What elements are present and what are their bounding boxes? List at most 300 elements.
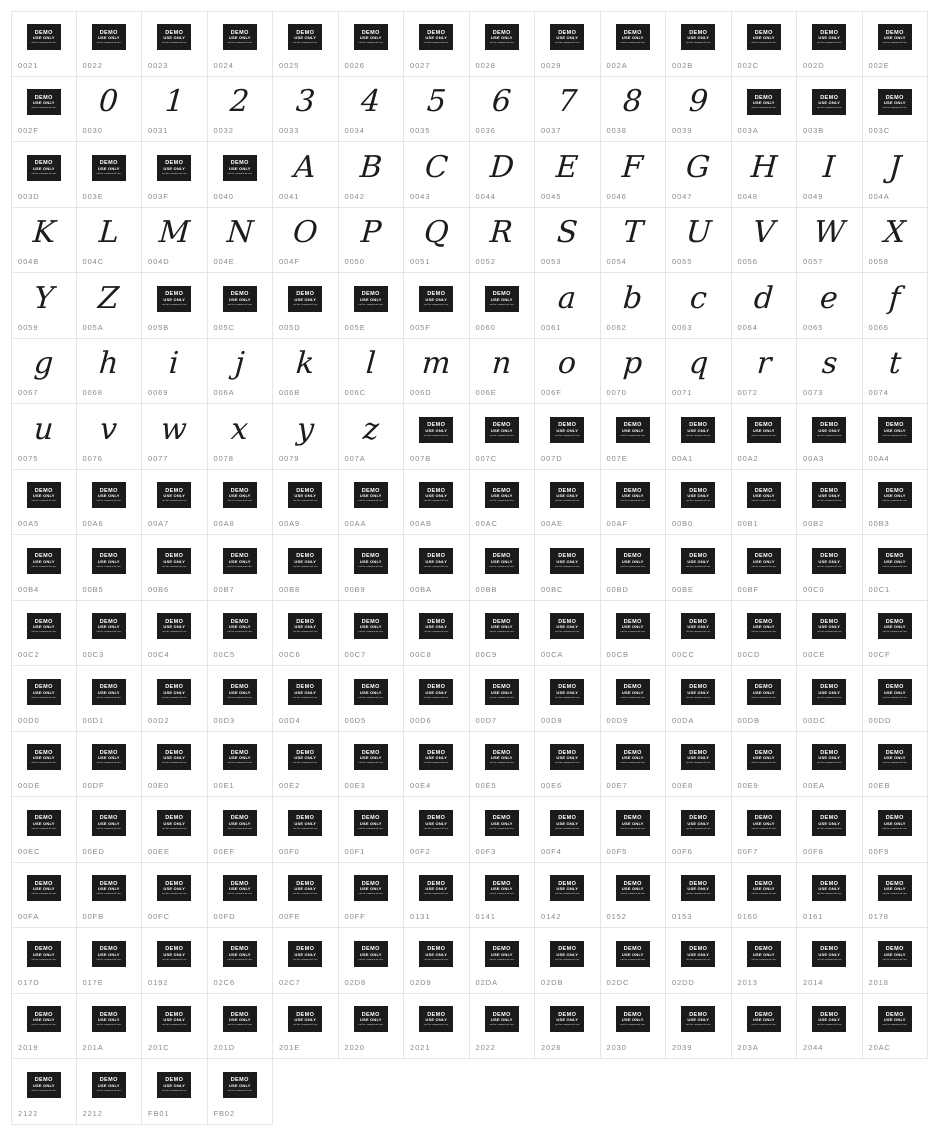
demo-badge-line2: USE ONLY — [490, 35, 513, 41]
glyph-cell[interactable] — [273, 994, 339, 1060]
glyph-cell[interactable] — [863, 928, 929, 994]
demo-badge-line2: USE ONLY — [752, 624, 775, 630]
demo-badge-line2: USE ONLY — [294, 755, 317, 761]
glyph-cell[interactable] — [470, 77, 536, 143]
demo-badge-line3: not for commercial use — [31, 172, 56, 175]
glyph-cell[interactable] — [863, 797, 929, 863]
glyph-cell[interactable] — [142, 404, 208, 470]
glyph-cell[interactable] — [732, 273, 798, 339]
glyph-cell[interactable] — [863, 863, 929, 929]
glyph-preview — [142, 666, 207, 716]
glyph-cell[interactable] — [666, 732, 732, 798]
glyph-cell[interactable] — [535, 470, 601, 536]
glyph-cell[interactable] — [339, 797, 405, 863]
glyph-cell[interactable] — [470, 994, 536, 1060]
glyph-cell[interactable] — [535, 863, 601, 929]
glyph-cell[interactable] — [732, 928, 798, 994]
glyph-cell[interactable] — [208, 797, 274, 863]
glyph-cell[interactable] — [470, 142, 536, 208]
glyph-cell[interactable] — [273, 535, 339, 601]
glyph-cell[interactable] — [797, 797, 863, 863]
glyph-cell[interactable] — [404, 208, 470, 274]
glyph-cell[interactable] — [535, 11, 601, 77]
glyph-cell[interactable] — [77, 535, 143, 601]
glyph-cell[interactable] — [11, 732, 77, 798]
glyph-cell[interactable] — [732, 142, 798, 208]
glyph-cell[interactable] — [601, 666, 667, 732]
glyph-cell[interactable] — [339, 994, 405, 1060]
glyph-cell[interactable] — [273, 863, 339, 929]
glyph-preview — [601, 208, 666, 258]
glyph-cell[interactable] — [208, 142, 274, 208]
glyph-cell[interactable] — [208, 666, 274, 732]
glyph-cell[interactable] — [863, 535, 929, 601]
glyph-cell[interactable] — [77, 470, 143, 536]
glyph-cell[interactable] — [797, 77, 863, 143]
glyph-cell[interactable] — [404, 863, 470, 929]
glyph-cell[interactable] — [470, 666, 536, 732]
glyph-cell[interactable] — [208, 77, 274, 143]
glyph-cell[interactable] — [208, 273, 274, 339]
glyph-cell[interactable] — [208, 732, 274, 798]
glyph-cell[interactable] — [404, 404, 470, 470]
glyph-cell[interactable] — [601, 797, 667, 863]
glyph-cell[interactable] — [11, 77, 77, 143]
demo-badge-line3: not for commercial use — [162, 42, 187, 45]
glyph-cell[interactable] — [732, 11, 798, 77]
glyph-cell[interactable] — [142, 339, 208, 405]
glyph-cell[interactable] — [535, 208, 601, 274]
demo-badge-line1: DEMO — [34, 553, 53, 560]
glyph-cell[interactable] — [11, 994, 77, 1060]
glyph-cell[interactable] — [535, 273, 601, 339]
glyph-cell[interactable] — [732, 863, 798, 929]
glyph-code-label: 0077 — [148, 453, 169, 463]
glyph-cell[interactable] — [77, 273, 143, 339]
glyph-cell[interactable] — [601, 273, 667, 339]
demo-badge-line3: not for commercial use — [555, 958, 580, 961]
glyph-cell[interactable] — [797, 339, 863, 405]
demo-badge-line3: not for commercial use — [555, 1024, 580, 1027]
glyph-cell[interactable] — [339, 273, 405, 339]
glyph-code-label: 017E — [82, 977, 104, 987]
glyph-cell[interactable] — [142, 273, 208, 339]
glyph-cell[interactable] — [208, 339, 274, 405]
glyph-preview — [77, 77, 142, 127]
glyph-cell[interactable] — [339, 863, 405, 929]
glyph-cell[interactable] — [77, 666, 143, 732]
glyph-cell[interactable] — [535, 601, 601, 667]
glyph-cell[interactable] — [273, 208, 339, 274]
glyph-cell[interactable] — [470, 863, 536, 929]
demo-badge-line2: USE ONLY — [97, 886, 120, 892]
demo-badge-line3: not for commercial use — [358, 1024, 383, 1027]
glyph-cell[interactable] — [339, 666, 405, 732]
glyph-cell[interactable] — [797, 273, 863, 339]
glyph-cell[interactable] — [666, 404, 732, 470]
demo-badge-line2: USE ONLY — [556, 558, 579, 564]
demo-badge-line2: USE ONLY — [818, 951, 841, 957]
glyph-cell[interactable] — [601, 535, 667, 601]
demo-placeholder-badge — [92, 875, 126, 901]
glyph-cell[interactable] — [797, 601, 863, 667]
glyph-code-label: 2044 — [803, 1043, 824, 1052]
glyph-cell[interactable] — [797, 863, 863, 929]
glyph-cell[interactable] — [797, 208, 863, 274]
glyph-code-label: 203A — [737, 1043, 759, 1052]
glyph-cell[interactable] — [601, 142, 667, 208]
glyph-cell[interactable] — [666, 601, 732, 667]
glyph-cell[interactable] — [666, 77, 732, 143]
glyph-cell[interactable] — [732, 404, 798, 470]
glyph-cell[interactable] — [601, 339, 667, 405]
glyph-cell[interactable] — [142, 208, 208, 274]
glyph-cell[interactable] — [601, 77, 667, 143]
glyph-preview — [535, 535, 600, 585]
glyph-cell[interactable] — [339, 208, 405, 274]
glyph-cell[interactable] — [863, 339, 929, 405]
glyph-cell[interactable] — [797, 732, 863, 798]
glyph-preview — [339, 994, 404, 1044]
glyph-cell[interactable] — [11, 470, 77, 536]
glyph-cell[interactable] — [273, 470, 339, 536]
glyph-cell[interactable] — [470, 339, 536, 405]
glyph-cell[interactable] — [208, 863, 274, 929]
demo-badge-line1: DEMO — [99, 1077, 118, 1084]
glyph-cell[interactable] — [273, 404, 339, 470]
glyph-preview — [666, 339, 731, 389]
glyph-cell[interactable] — [142, 928, 208, 994]
glyph-cell[interactable] — [339, 928, 405, 994]
demo-badge-line2: USE ONLY — [883, 1017, 906, 1023]
glyph-cell[interactable] — [863, 404, 929, 470]
glyph-cell[interactable] — [208, 404, 274, 470]
glyph-cell[interactable] — [404, 339, 470, 405]
glyph-cell[interactable] — [601, 928, 667, 994]
demo-badge-line1: DEMO — [689, 618, 708, 625]
glyph-cell[interactable] — [77, 77, 143, 143]
glyph-cell[interactable] — [273, 928, 339, 994]
glyph-cell[interactable] — [77, 208, 143, 274]
glyph-cell[interactable] — [11, 863, 77, 929]
glyph-preview — [208, 339, 273, 389]
glyph-cell[interactable] — [535, 535, 601, 601]
glyph-cell[interactable] — [142, 666, 208, 732]
glyph-cell[interactable] — [339, 404, 405, 470]
demo-badge-line3: not for commercial use — [96, 500, 121, 503]
glyph-cell[interactable] — [470, 732, 536, 798]
glyph-cell[interactable] — [535, 142, 601, 208]
glyph-cell[interactable] — [797, 535, 863, 601]
glyph-code-label: 02C6 — [213, 977, 236, 987]
glyph-cell[interactable] — [11, 797, 77, 863]
glyph-code-label: 00FA — [18, 912, 40, 921]
demo-placeholder-badge — [354, 548, 388, 574]
glyph-cell[interactable] — [601, 470, 667, 536]
glyph-cell[interactable] — [470, 11, 536, 77]
glyph-cell[interactable] — [77, 601, 143, 667]
glyph-cell[interactable] — [208, 535, 274, 601]
glyph-cell[interactable] — [11, 273, 77, 339]
glyph-cell[interactable] — [404, 142, 470, 208]
glyph-cell[interactable] — [601, 863, 667, 929]
glyph-code-label: 0060 — [475, 322, 496, 332]
glyph-cell[interactable] — [208, 208, 274, 274]
demo-badge-line1: DEMO — [296, 29, 315, 36]
glyph-cell[interactable] — [273, 732, 339, 798]
glyph-cell[interactable] — [863, 470, 929, 536]
demo-badge-line1: DEMO — [230, 1077, 249, 1084]
glyph-code-label: 00FB — [82, 912, 105, 921]
glyph-cell[interactable] — [732, 208, 798, 274]
glyph-cell[interactable] — [666, 535, 732, 601]
glyph-character: T — [621, 215, 645, 251]
glyph-cell[interactable] — [404, 994, 470, 1060]
glyph-cell[interactable] — [208, 994, 274, 1060]
glyph-cell[interactable] — [77, 994, 143, 1060]
glyph-cell[interactable] — [11, 339, 77, 405]
glyph-cell[interactable] — [404, 11, 470, 77]
glyph-cell[interactable] — [666, 273, 732, 339]
glyph-cell[interactable] — [666, 797, 732, 863]
glyph-preview — [404, 666, 469, 716]
glyph-cell[interactable] — [863, 273, 929, 339]
glyph-code-label: 0039 — [672, 126, 693, 135]
glyph-cell[interactable] — [273, 11, 339, 77]
glyph-cell[interactable] — [339, 535, 405, 601]
glyph-cell[interactable] — [404, 928, 470, 994]
glyph-code-label: 0058 — [868, 257, 889, 266]
glyph-cell[interactable] — [797, 142, 863, 208]
glyph-cell[interactable] — [77, 404, 143, 470]
demo-badge-line3: not for commercial use — [817, 565, 842, 568]
glyph-cell[interactable] — [339, 470, 405, 536]
glyph-cell[interactable] — [404, 601, 470, 667]
glyph-cell[interactable] — [142, 797, 208, 863]
glyph-cell[interactable] — [601, 732, 667, 798]
glyph-code-label: 00D8 — [541, 715, 563, 725]
glyph-cell[interactable] — [601, 404, 667, 470]
glyph-character: p — [621, 346, 644, 382]
glyph-cell[interactable] — [11, 1059, 77, 1125]
glyph-cell[interactable] — [339, 77, 405, 143]
glyph-cell[interactable] — [666, 11, 732, 77]
glyph-character: A — [293, 149, 318, 185]
demo-badge-line3: not for commercial use — [96, 827, 121, 830]
glyph-cell[interactable] — [11, 142, 77, 208]
glyph-cell[interactable] — [273, 797, 339, 863]
glyph-cell[interactable] — [470, 535, 536, 601]
glyph-cell[interactable] — [142, 142, 208, 208]
glyph-cell[interactable] — [470, 797, 536, 863]
glyph-cell[interactable] — [732, 994, 798, 1060]
glyph-cell[interactable] — [535, 339, 601, 405]
glyph-cell[interactable] — [863, 77, 929, 143]
glyph-cell[interactable] — [339, 11, 405, 77]
glyph-cell[interactable] — [11, 666, 77, 732]
glyph-cell[interactable] — [797, 928, 863, 994]
glyph-cell[interactable] — [863, 994, 929, 1060]
glyph-cell[interactable] — [404, 77, 470, 143]
glyph-cell[interactable] — [339, 601, 405, 667]
glyph-cell[interactable] — [273, 339, 339, 405]
glyph-cell[interactable] — [666, 666, 732, 732]
glyph-cell[interactable] — [470, 601, 536, 667]
demo-badge-line2: USE ONLY — [32, 1082, 55, 1088]
glyph-cell[interactable] — [142, 535, 208, 601]
glyph-cell[interactable] — [404, 273, 470, 339]
glyph-cell[interactable] — [666, 994, 732, 1060]
glyph-cell[interactable] — [535, 666, 601, 732]
glyph-cell[interactable] — [142, 732, 208, 798]
demo-badge-line2: USE ONLY — [228, 886, 251, 892]
glyph-cell[interactable] — [535, 404, 601, 470]
glyph-cell[interactable] — [732, 601, 798, 667]
glyph-cell[interactable] — [470, 208, 536, 274]
glyph-cell[interactable] — [142, 1059, 208, 1125]
glyph-cell[interactable] — [666, 142, 732, 208]
demo-badge-line1: DEMO — [427, 553, 446, 560]
glyph-cell[interactable] — [732, 339, 798, 405]
glyph-cell[interactable] — [666, 470, 732, 536]
glyph-code-label: 0045 — [541, 191, 562, 201]
glyph-cell[interactable] — [797, 994, 863, 1060]
glyph-cell[interactable] — [470, 928, 536, 994]
demo-badge-line2: USE ONLY — [163, 755, 186, 761]
glyph-cell[interactable] — [339, 339, 405, 405]
glyph-cell[interactable] — [666, 928, 732, 994]
glyph-cell[interactable] — [273, 666, 339, 732]
glyph-cell[interactable] — [11, 404, 77, 470]
glyph-cell[interactable] — [208, 928, 274, 994]
glyph-cell[interactable] — [273, 77, 339, 143]
glyph-cell[interactable] — [732, 77, 798, 143]
glyph-cell[interactable] — [732, 666, 798, 732]
glyph-cell[interactable] — [535, 994, 601, 1060]
demo-badge-line3: not for commercial use — [686, 631, 711, 634]
glyph-cell[interactable] — [208, 11, 274, 77]
glyph-cell[interactable] — [470, 273, 536, 339]
glyph-cell[interactable] — [77, 142, 143, 208]
glyph-cell[interactable] — [797, 404, 863, 470]
demo-placeholder-badge — [878, 941, 912, 967]
glyph-cell[interactable] — [208, 470, 274, 536]
glyph-cell[interactable] — [535, 928, 601, 994]
demo-badge-line1: DEMO — [558, 749, 577, 756]
glyph-cell[interactable] — [11, 208, 77, 274]
glyph-cell[interactable] — [77, 797, 143, 863]
glyph-character: M — [157, 215, 191, 251]
demo-badge-line2: USE ONLY — [97, 755, 120, 761]
glyph-cell[interactable] — [208, 1059, 274, 1125]
glyph-cell[interactable] — [732, 470, 798, 536]
glyph-code-label: 00A4 — [868, 453, 890, 463]
glyph-cell[interactable] — [11, 11, 77, 77]
glyph-cell[interactable] — [208, 601, 274, 667]
glyph-cell[interactable] — [797, 666, 863, 732]
glyph-cell[interactable] — [666, 339, 732, 405]
glyph-cell[interactable] — [77, 1059, 143, 1125]
glyph-character: d — [752, 280, 775, 316]
demo-badge-line2: USE ONLY — [32, 35, 55, 41]
glyph-cell[interactable] — [732, 732, 798, 798]
glyph-cell[interactable] — [601, 994, 667, 1060]
glyph-cell[interactable] — [273, 273, 339, 339]
glyph-cell[interactable] — [797, 470, 863, 536]
glyph-code-label: 0075 — [18, 453, 39, 463]
glyph-cell[interactable] — [863, 601, 929, 667]
glyph-cell[interactable] — [535, 732, 601, 798]
glyph-cell[interactable] — [732, 797, 798, 863]
glyph-cell[interactable] — [666, 863, 732, 929]
glyph-cell[interactable] — [601, 11, 667, 77]
glyph-cell[interactable] — [142, 863, 208, 929]
glyph-cell[interactable] — [339, 142, 405, 208]
demo-placeholder-badge — [616, 941, 650, 967]
demo-placeholder-badge — [157, 286, 191, 312]
glyph-cell[interactable] — [273, 601, 339, 667]
glyph-code-label: 0072 — [737, 388, 758, 397]
glyph-cell[interactable] — [863, 732, 929, 798]
demo-badge-line3: not for commercial use — [96, 172, 121, 175]
glyph-cell[interactable] — [77, 732, 143, 798]
glyph-cell[interactable] — [863, 208, 929, 274]
glyph-cell[interactable] — [11, 601, 77, 667]
demo-badge-line3: not for commercial use — [686, 500, 711, 503]
glyph-cell[interactable] — [404, 470, 470, 536]
glyph-cell[interactable] — [601, 601, 667, 667]
glyph-cell[interactable] — [535, 797, 601, 863]
glyph-cell[interactable] — [142, 994, 208, 1060]
glyph-cell[interactable] — [142, 77, 208, 143]
glyph-cell[interactable] — [470, 470, 536, 536]
glyph-cell[interactable] — [863, 142, 929, 208]
glyph-cell[interactable] — [77, 928, 143, 994]
glyph-cell[interactable] — [404, 535, 470, 601]
glyph-cell[interactable] — [142, 11, 208, 77]
glyph-cell[interactable] — [797, 11, 863, 77]
glyph-cell[interactable] — [142, 470, 208, 536]
glyph-cell[interactable] — [732, 535, 798, 601]
glyph-cell[interactable] — [404, 797, 470, 863]
glyph-cell[interactable] — [339, 732, 405, 798]
glyph-cell[interactable] — [11, 535, 77, 601]
glyph-cell[interactable] — [863, 11, 929, 77]
glyph-cell[interactable] — [77, 11, 143, 77]
glyph-cell[interactable] — [273, 142, 339, 208]
glyph-cell[interactable] — [11, 928, 77, 994]
glyph-cell[interactable] — [601, 208, 667, 274]
demo-badge-line2: USE ONLY — [294, 35, 317, 41]
demo-badge-line2: USE ONLY — [97, 493, 120, 499]
glyph-cell[interactable] — [863, 666, 929, 732]
glyph-preview — [535, 666, 600, 716]
demo-badge-line3: not for commercial use — [96, 42, 121, 45]
glyph-cell[interactable] — [470, 404, 536, 470]
glyph-cell[interactable] — [77, 339, 143, 405]
glyph-cell[interactable] — [77, 863, 143, 929]
glyph-code-label: 00A5 — [18, 519, 40, 528]
demo-placeholder-badge — [747, 548, 781, 574]
demo-badge-line2: USE ONLY — [359, 493, 382, 499]
glyph-cell[interactable] — [142, 601, 208, 667]
glyph-cell[interactable] — [404, 732, 470, 798]
glyph-cell[interactable] — [404, 666, 470, 732]
glyph-cell[interactable] — [666, 208, 732, 274]
glyph-preview — [77, 666, 142, 716]
glyph-preview — [470, 535, 535, 585]
glyph-cell[interactable] — [535, 77, 601, 143]
